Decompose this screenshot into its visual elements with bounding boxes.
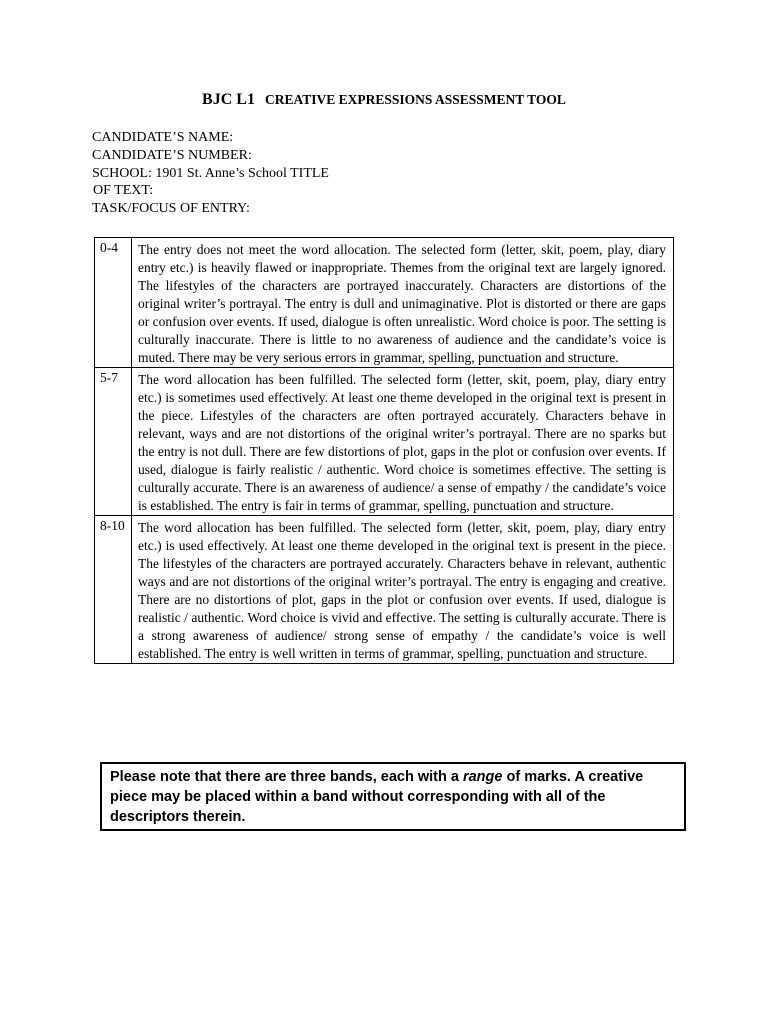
assessment-bands-table [94,237,674,664]
band-range: 0-4 [95,238,132,368]
band-row [95,516,674,664]
school-label: SCHOOL: 1901 St. Anne’s School TITLE [92,166,329,181]
candidate-number-label: CANDIDATE’S NUMBER: [92,148,252,163]
bands-note [100,762,686,831]
document-title [0,91,768,109]
band-row [95,368,674,516]
band-range: 5-7 [95,368,132,516]
band-range: 8-10 [95,516,132,664]
band-row [95,238,674,368]
candidate-name-label: CANDIDATE’S NAME: [92,130,234,145]
band-description: The word allocation has been fulfilled. The selected form (letter, skit, poem, play, diary entry etc.) is sometimes used effectively. At least one theme developed in the original text is present in the piece. Lifestyles of the characters are often portrayed accurately. Characters behave in relevant, ways and are not distortions of the original writer’s portrayal. There are no sparks but the entry is not dull. There are few distortions of plot, gaps in the plot or confusion over events. If used, dialogue is fairly realistic / authentic. Word choice is sometimes effective. The setting is culturally accurate. There is an awareness of audience/ a sense of empathy / the candidate’s voice is established. The entry is fair in terms of grammar, spelling, punctuation and structure. [132,368,674,516]
band-description: The word allocation has been fulfilled. The selected form (letter, skit, poem, play, diary entry etc.) is used effectively. At least one theme developed in the original text is present in the piece. The lifestyles of the characters are portrayed accurately. Characters behave in relevant, authentic ways and are not distortions of the original writer’s portrayal. The entry is engaging and creative. There are no distortions of plot, gaps in the plot or confusion over events. If used, dialogue is realistic / authentic. Word choice is vivid and effective. The setting is culturally accurate. There is a strong awareness of audience/ strong sense of empathy / the candidate’s voice is well established. The entry is well written in terms of grammar, spelling, punctuation and structure. [132,516,674,664]
note-emphasis: range [462,769,503,785]
level-code: BJC L1 [202,91,255,108]
band-description: The entry does not meet the word allocation. The selected form (letter, skit, poem, play, diary entry etc.) is heavily flawed or inappropriate. Themes from the original text are largely ignored. The lifestyles of the characters are portrayed inaccurately. Characters are distortions of the original writer’s portrayal. The entry is dull and unimaginative. Plot is distorted or there are gaps or confusion over events. If used, dialogue is often unrealistic. Word choice is poor. The setting is culturally inaccurate. There is little to no awareness of audience and the candidate’s voice is muted. There may be very serious errors in grammar, spelling, punctuation and structure. [132,238,674,368]
task-focus-label: TASK/FOCUS OF ENTRY: [92,201,250,216]
note-text-end: of marks. A creative piece may be placed within a band without corresponding with all of the descriptors therein. [110,769,644,825]
tool-title: CREATIVE EXPRESSIONS ASSESSMENT TOOL [264,92,566,107]
of-text-label: OF TEXT: [93,183,154,198]
note-text-start: Please note that there are three bands, each with a [110,769,463,785]
